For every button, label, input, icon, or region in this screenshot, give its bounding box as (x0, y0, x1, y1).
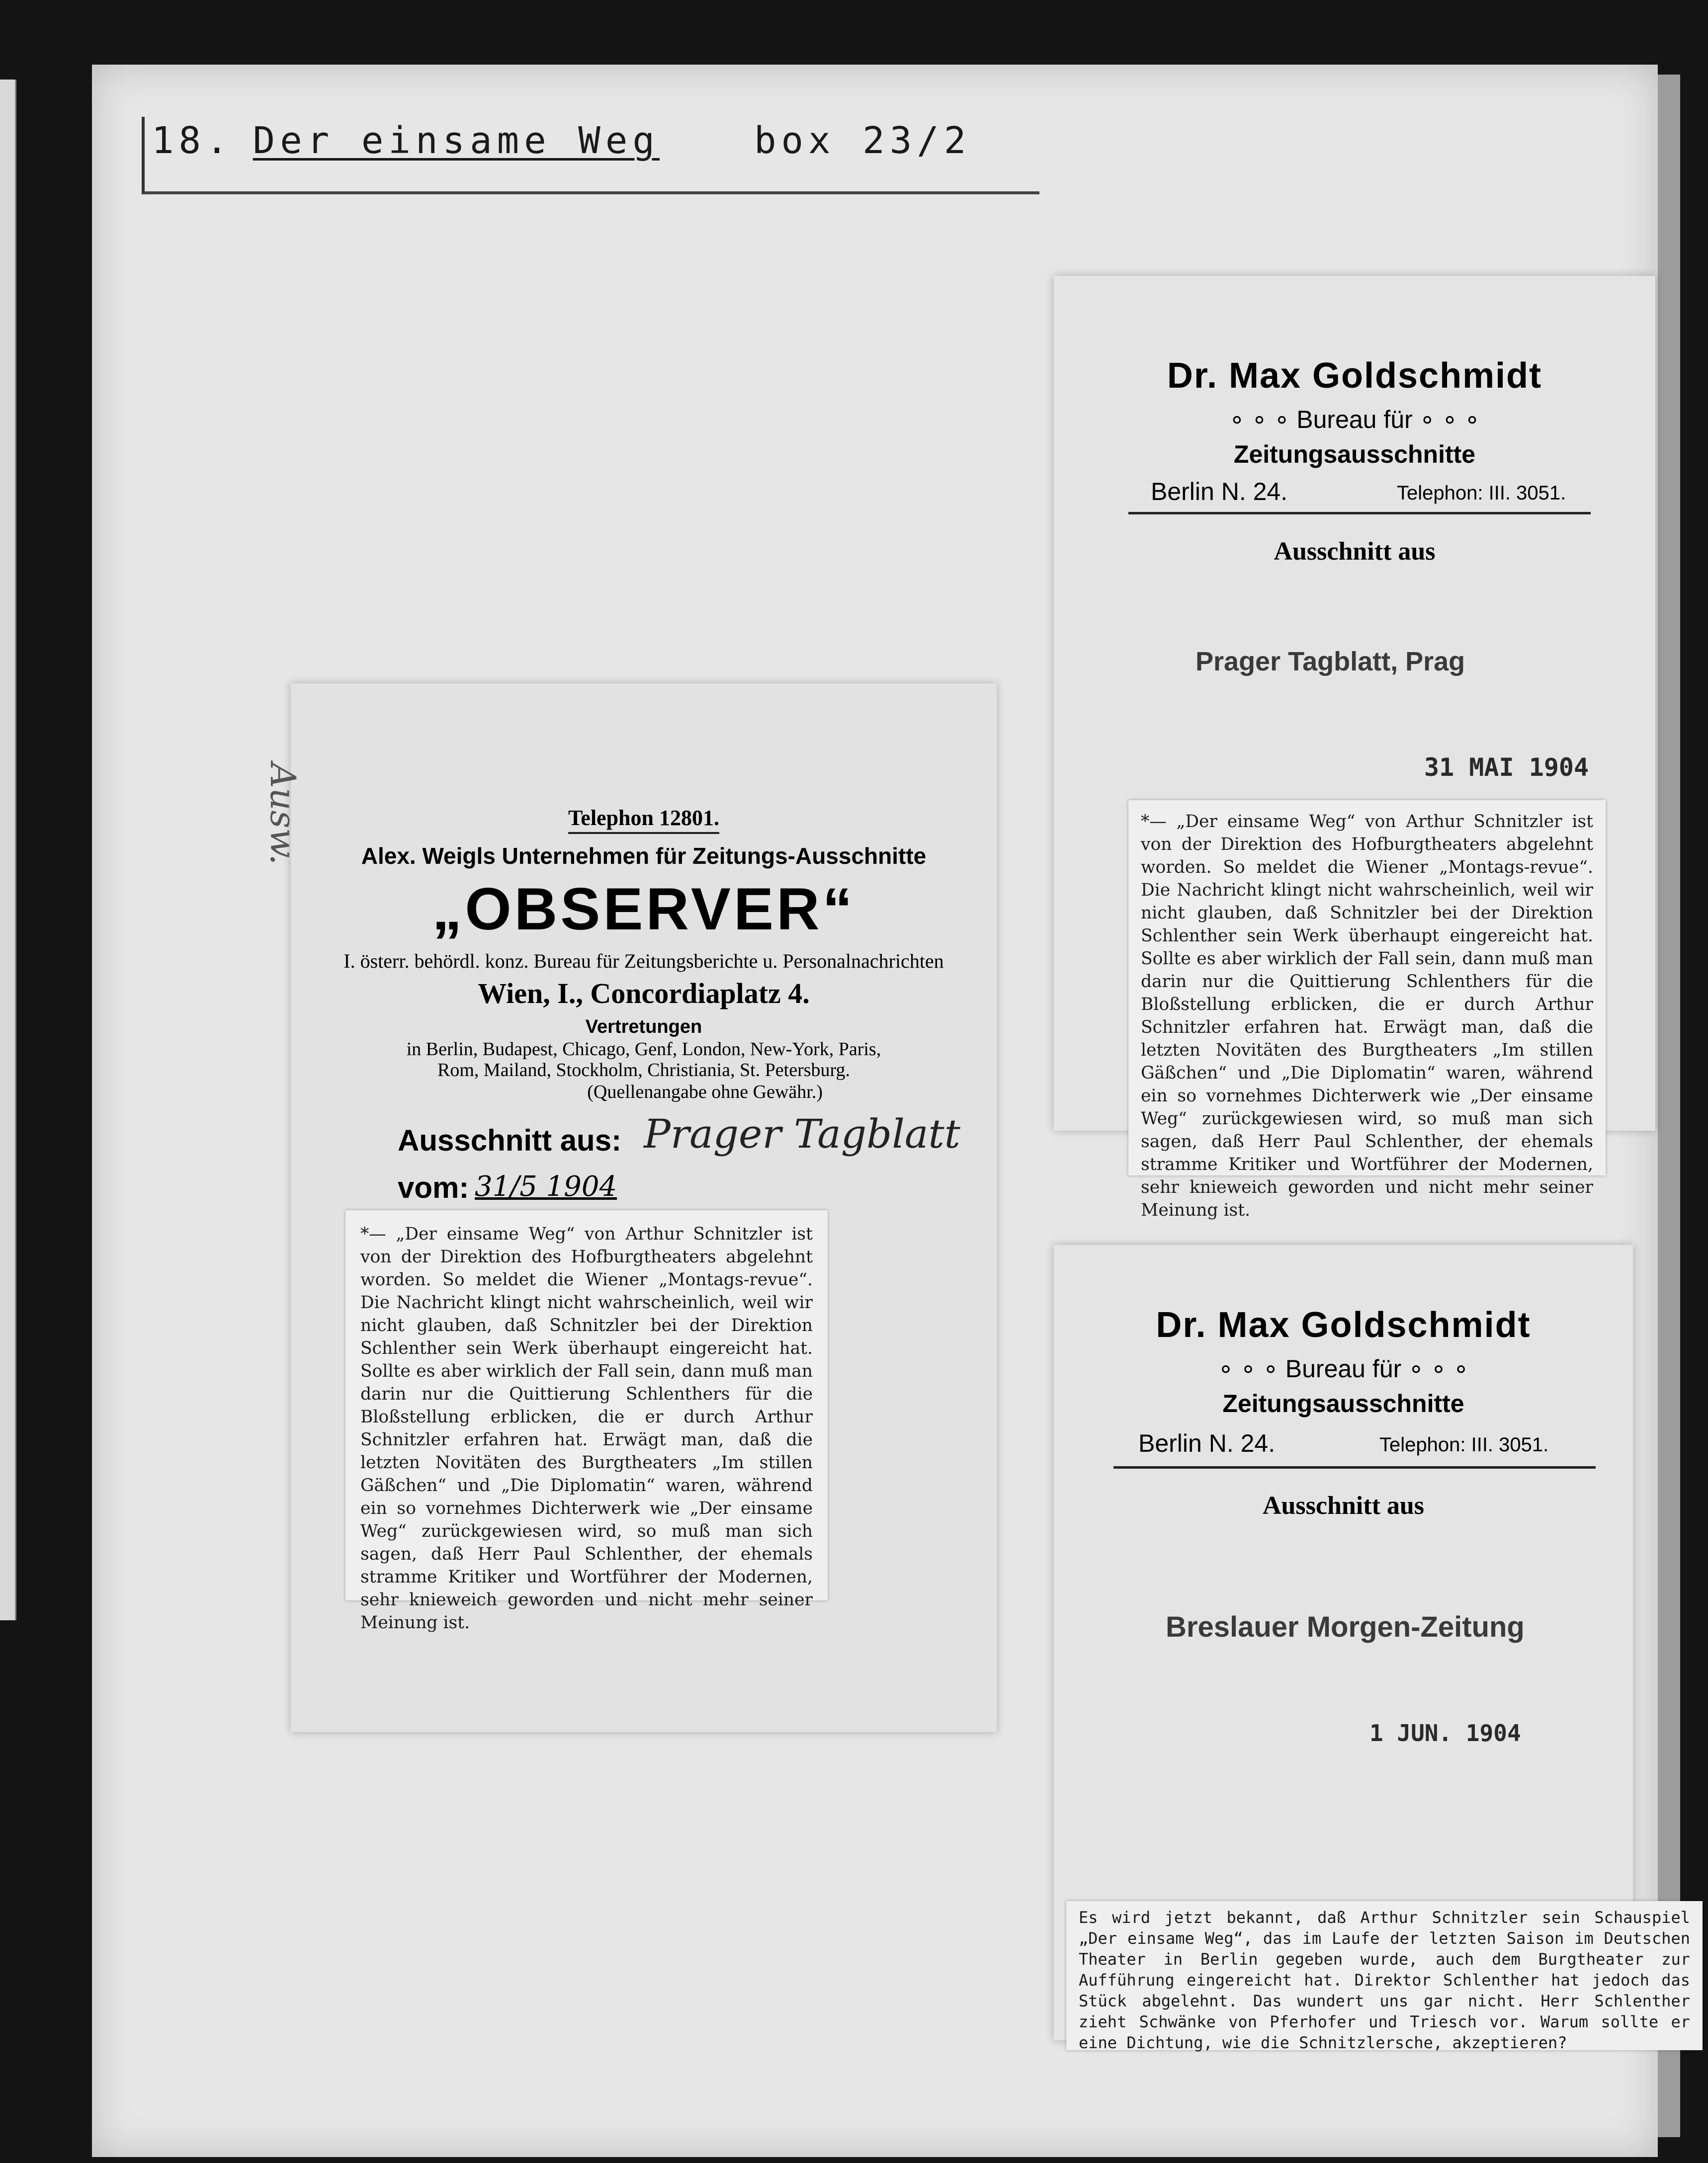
date-stamp: 31 MAI 1904 (1424, 753, 1589, 782)
ausschnitt-handwritten: Prager Tagblatt (644, 1111, 960, 1157)
margin-note: Ausw. (262, 763, 303, 865)
goldschmidt-berlin: Berlin N. 24. (1138, 1429, 1276, 1457)
goldschmidt-telephone: Telephon: III. 3051. (1397, 482, 1566, 504)
vom-label: vom: (398, 1171, 469, 1204)
scrapbook-page (92, 65, 1690, 2157)
header-box-ref: box 23/2 (754, 119, 971, 162)
goldschmidt-clipping-breslau (1054, 1245, 1690, 2052)
observer-bureau: I. österr. behördl. konz. Bureau für Zeitungsberichte u. Personalnachrichten (343, 950, 944, 972)
goldschmidt-rule (1113, 1466, 1596, 1469)
page-header (152, 119, 1026, 184)
goldschmidt-name: Dr. Max Goldschmidt (1156, 1305, 1531, 1345)
ausschnitt-label: Ausschnitt aus: (398, 1124, 622, 1157)
observer-telephone: Telephon 12801. (291, 805, 997, 831)
goldschmidt-name: Dr. Max Goldschmidt (1167, 356, 1542, 396)
adjacent-page-edge (0, 80, 16, 1620)
goldschmidt-zeitungsausschnitte: Zeitungsausschnitte (1233, 440, 1476, 468)
goldschmidt-rule (1128, 512, 1591, 514)
ausschnitt-aus: Ausschnitt aus (1274, 537, 1436, 566)
observer-address: Wien, I., Concordiaplatz 4. (478, 977, 810, 1009)
header-title: Der einsame Weg (253, 119, 660, 162)
vom-handwritten-date: 31/5 1904 (475, 1170, 617, 1203)
ausschnitt-aus: Ausschnitt aus (1262, 1492, 1425, 1520)
goldschmidt-clipping-prag (1054, 276, 1655, 1220)
goldschmidt-article-text: *— „Der einsame Weg“ von Arthur Schnitzler ist von der Direktion des Hofburgtheaters abgelehnt worden. So meldet die Wiener „Montags-revue“. Die Nachricht klingt nicht wahrscheinlich, weil wir nicht glauben, daß Schnitzler bei der Direktion Schlenther sein Werk überhaupt eingereicht hat. Sollte es aber wirklich der Fall sein, dann muß man darin nur die Quittierung Schlenthers für die Bloßstellung erblicken, die er durch Arthur Schnitzler erfahren hat. Erwägt man, daß die letzten Novitäten des Burgtheaters „Im stillen Gäßchen“ und „Die Diplomatin“ waren, während ein so vornehmes Dichterwerk wie „Der einsame Weg“ zurückgewiesen wird, so muß man sich sagen, daß Herr Paul Schlenther, der ehemals stramme Kritiker und Wortführer der Modernen, sehr knieweich geworden und nicht mehr seiner Meinung ist. (1128, 800, 1606, 1175)
observer-clipping (262, 683, 997, 1732)
date-stamp: 1 JUN. 1904 (1369, 1720, 1521, 1747)
observer-article-text: *— „Der einsame Weg“ von Arthur Schnitzler ist von der Direktion des Hofburgtheaters abgelehnt worden. So meldet die Wiener „Montags-revue“. Die Nachricht klingt nicht wahrscheinlich, weil wir nicht glauben, daß Schnitzler bei der Direktion Schlenther sein Werk überhaupt eingereicht hat. Sollte es aber wirklich der Fall sein, dann muß man darin nur die Quittierung Schlenthers für die Bloßstellung erblicken, die er durch Arthur Schnitzler erfahren hat. Erwägt man, daß die letzten Novitäten des Burgtheaters „Im stillen Gäßchen“ und „Die Diplomatin“ waren, während ein so vornehmes Dichterwerk wie „Der einsame Weg“ zurückgewiesen wird, so muß man sich sagen, daß Herr Paul Schlenther, der ehemals stramme Kritiker und Wortführer der Modernen, sehr knieweich geworden und nicht mehr seiner Meinung ist. (345, 1210, 828, 1600)
goldschmidt-bureau: ∘ ∘ ∘ Bureau für ∘ ∘ ∘ (1229, 406, 1480, 433)
observer-cities: in Berlin, Budapest, Chicago, Genf, London, New-York, Paris, Rom, Mailand, Stockholm, Christiania, St. Petersburg. (406, 1039, 881, 1081)
observer-company: Alex. Weigls Unternehmen für Zeitungs-Ausschnitte (361, 843, 927, 869)
source-stamp: Breslauer Morgen-Zeitung (1166, 1611, 1525, 1643)
page-edge-shadow (1658, 75, 1680, 2137)
observer-vertretungen: Vertretungen (585, 1016, 702, 1037)
header-number: 18. (152, 119, 233, 162)
goldschmidt-zeitungsausschnitte: Zeitungsausschnitte (1222, 1390, 1464, 1417)
source-stamp: Prager Tagblatt, Prag (1196, 647, 1465, 676)
observer-brand: „OBSERVER“ (432, 876, 855, 942)
goldschmidt-berlin: Berlin N. 24. (1151, 478, 1288, 505)
observer-quellenangabe: (Quellenangabe ohne Gewähr.) (587, 1082, 823, 1102)
goldschmidt-article-text: Es wird jetzt bekannt, daß Arthur Schnitzler sein Schauspiel „Der einsame Weg“, das im Laufe der letzten Saison im Deutschen Theater in Berlin gegeben wurde, auch dem Burgtheater zur Aufführung eingereicht hat. Direktor Schlenther hat jedoch das Stück abgelehnt. Das wundert uns gar nicht. Herr Schlenther zieht Schwänke von Pferhofer und Triesch vor. Warum sollte er eine Dichtung, wie die Schnitzlersche, akzeptieren? (1066, 1901, 1703, 2050)
goldschmidt-telephone: Telephon: III. 3051. (1379, 1434, 1549, 1456)
goldschmidt-bureau: ∘ ∘ ∘ Bureau für ∘ ∘ ∘ (1218, 1355, 1469, 1383)
